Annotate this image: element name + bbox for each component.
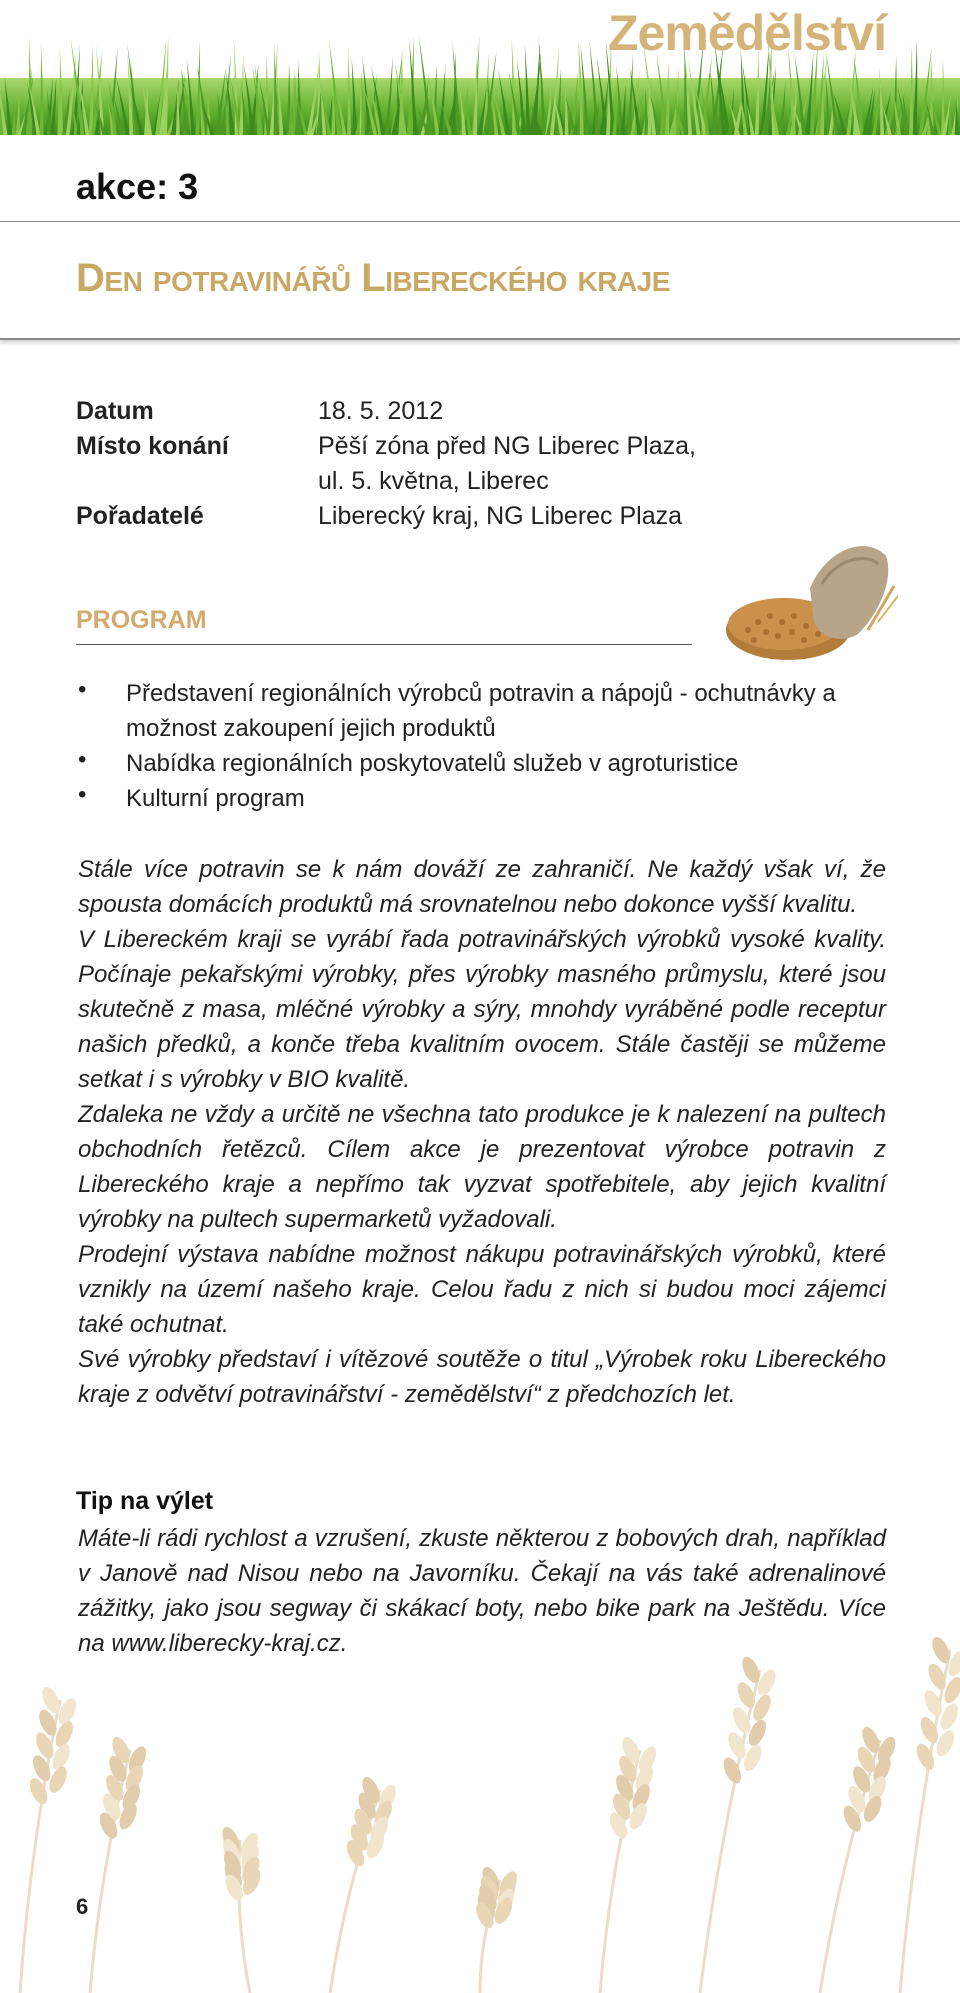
program-item-text: Kulturní program bbox=[126, 785, 305, 812]
body-paragraph: V Libereckém kraji se vyrábí řada potravinářských výrobků vysoké kvality. Počínaje pekařskými výrobky, přes výrobky masného průmyslu, které jsou skutečně z masa, mléčné výrobky a sýry, mnohdy vyráběné podle receptur našich předků, a konče třeba kvalitním ovocem. Stále častěji se můžeme setkat i s výrobky v BIO kvalitě. bbox=[78, 926, 886, 1093]
date-label: Datum bbox=[76, 397, 154, 425]
bullet-icon: • bbox=[78, 676, 87, 703]
tip-heading: Tip na výlet bbox=[76, 1487, 214, 1515]
place-value-line1: Pěší zóna před NG Liberec Plaza, bbox=[318, 432, 696, 460]
program-divider bbox=[76, 644, 692, 645]
body-paragraph: Své výrobky představí i vítězové soutěže o titul „Výrobek roku Libereckého kraje z odvětví potravinářství - zemědělství“ z předchozích let. bbox=[78, 1346, 886, 1408]
grain-sack-image bbox=[718, 526, 898, 666]
section-title: Zemědělství bbox=[607, 5, 886, 61]
organizers-label: Pořadatelé bbox=[76, 502, 204, 530]
bullet-icon: • bbox=[78, 781, 87, 808]
body-text bbox=[78, 852, 886, 1412]
organizers-value: Liberecký kraj, NG Liberec Plaza bbox=[318, 502, 683, 530]
place-label: Místo konání bbox=[76, 432, 229, 460]
date-value: 18. 5. 2012 bbox=[318, 397, 444, 425]
event-title: Den potravinářů Libereckého kraje bbox=[76, 256, 670, 300]
place-value-line2: ul. 5. května, Liberec bbox=[318, 467, 549, 495]
page-number: 6 bbox=[76, 1894, 89, 1919]
body-paragraph: Stále více potravin se k nám dováží ze zahraničí. Ne každý však ví, že spousta domácích produktů má srovnatelnou nebo dokonce vyšší kvalitu. bbox=[78, 856, 886, 918]
action-number-label: akce: 3 bbox=[76, 166, 199, 207]
program-item-text: Představení regionálních výrobců potravin a nápojů - ochutnávky a možnost zakoupení jejich produktů bbox=[126, 680, 836, 742]
body-paragraph: Zdaleka ne vždy a určitě ne všechna tato produkce je k nalezení na pultech obchodních řetězců. Cílem akce je prezentovat výrobce potravin z Libereckého kraje a nepřímo tak vyzvat spotřebitele, aby jejich kvalitní výrobky na pultech supermarketů vyžadovali. bbox=[78, 1101, 886, 1233]
program-item-text: Nabídka regionálních poskytovatelů služeb v agroturistice bbox=[126, 750, 739, 777]
bullet-icon: • bbox=[78, 746, 87, 773]
tip-text: Máte-li rádi rychlost a vzrušení, zkuste některou z bobových drah, například v Janově nad Nisou nebo na Javorníku. Čekají na vás také adrenalinové zážitky, jako jsou segway či skákací boty, nebo bike park na Ještědu. Více na www.liberecky-kraj.cz. bbox=[78, 1525, 886, 1657]
program-heading: PROGRAM bbox=[76, 606, 207, 634]
body-paragraph: Prodejní výstava nabídne možnost nákupu potravinářských výrobků, které vznikly na území našeho kraje. Celou řadu z nich si budou moci zájemci také ochutnat. bbox=[78, 1241, 886, 1338]
